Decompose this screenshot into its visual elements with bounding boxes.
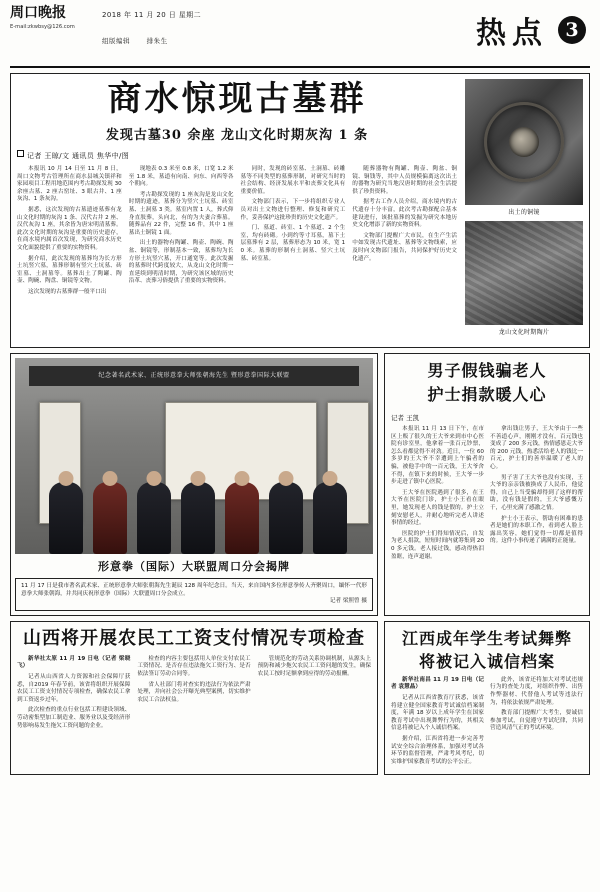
person-figure (313, 482, 347, 554)
paragraph: 据介绍，此次发现的墓葬均为长方形土坑竖穴墓，墓葬形制有竖穴土坑墓、砖室墓、土洞墓等。墓葬出土了陶罐、陶壶、陶碗、陶盘、铜镜等文物。 (17, 255, 122, 285)
paragraph: 本报讯 10 月 14 日至 11 月 8 日，周口文物考古管理所在商水县城关镇祥和家园项目工程用地范围内考古勘探发现 30 余座古墓、2 座古窑址、3 眼古井、1 座灰沟、1 条灰沟。 (17, 166, 122, 203)
lead-headline: 商水惊现古墓群 (107, 79, 367, 119)
lead-subhead: 发现古墓30 余座 龙山文化时期灰沟 1 条 (105, 128, 369, 143)
paragraph: 据悉，这次发现的古墓遗迹墓葬有龙山文化时期的灰沟 1 条、汉代古井 2 座、汉代灰沟 1 座，其余皆为唐宋明清墓葬。此次文化时期的灰沟是重要的历史遗存，在商水境内属首次发现，为研究商水历史文化面貌提供了重要的实物资料。 (17, 206, 122, 251)
paragraph: 拿出钱让男子，王大爷由于一些不善道心声，刚刚才没有，百元钱也变成了 200 多元钱，热情感恩走大爷的 200 元钱，热悉活给老人的钱比一百元，护士们的善举温暖了老人的心。 (490, 426, 583, 470)
lead-column-3 (241, 166, 346, 300)
paragraph: 王大爷在医院遇到了很多，在王大爷在医院门诊，护士小王看在眼里，她发现老人的钱是假的。护士立刻安慰老人，并耐心地听完老人讲述事情的经过。 (391, 489, 484, 527)
paragraph: 管规范化的劳动关系协调机制，从源头上预防和减少拖欠农民工工资问题的发生，确保农民工按时足额拿到应得的劳动报酬。 (257, 655, 371, 677)
lead-column-1 (17, 166, 122, 300)
event-banner: 纪念著名武术家、正统形意拳大师张朝海先生 暨形意拳国际大联盟 (29, 366, 359, 386)
masthead-right (406, 6, 590, 52)
people-row (15, 478, 373, 554)
issue-date: 2018 年 11 月 20 日 星期二 (102, 11, 201, 19)
group-photo-note (15, 578, 373, 611)
paragraph: 此次检查的重点行业包括工程建设领域、劳动密集型加工制造业、服务业以及受经济形势影响易发生拖欠工资问题的企业。 (17, 707, 131, 729)
lead-byline-text: 记者 王晾/文 通讯员 焦华中/图 (27, 152, 130, 160)
staff-credits (102, 36, 406, 45)
group-photo-caption: 形意拳（国际）大联盟周口分会揭牌 (98, 560, 290, 573)
exam-integrity-article (384, 621, 590, 776)
paragraph: 随葬器物有陶罐、陶壶、陶盆、铜镜、铜钱等，其中人员规模偏离这次出土的器物为研究当地汉唐时期的社会生活提供了珍贵资料。 (352, 166, 457, 195)
paragraph: 护士小王表示，帮助有困难的患者是她们的本职工作，看到老人脸上露出笑容，她们觉得一切都是值得的。这件小事传递了满满的正能量。 (490, 515, 583, 545)
bronze-mirror-icon (484, 102, 564, 182)
lead-columns (17, 166, 457, 300)
fake-money-headline-1: 男子假钱骗老人 (427, 361, 547, 380)
paragraph: 出土的器物有陶罐、陶壶、陶碗、陶盆、铜镜等，形制基本一致，墓葬均为长方形土坑竖穴墓，开口通宽等。此次发掘的墓葬时代跨度较大，从龙山文化时期一直延续到明清时期，为研究该区域的历史沿革、丧葬习俗提供了重要的实物资料。 (128, 240, 234, 285)
group-photo (15, 358, 373, 554)
wages-column-2 (137, 656, 250, 733)
newspaper-email: E-mail:zkwbsy@126.com (10, 24, 75, 30)
newspaper-title: 周口晚报 (10, 5, 66, 21)
paragraph: 门、墓道、砖室、1 个墓道、2 个生室，均有砖砌。小到约等寸耳墓，墓下土层墓葬有 2 层，墓葬形态为 10 米，宽 10 米。墓葬的形制有土洞墓、竖穴土坑墓、砖室墓。 (240, 225, 346, 262)
byline-marker-icon (17, 150, 24, 157)
wages-columns (17, 656, 371, 733)
paragraph: 记者从江西省教育厅获悉，该省将建立健全国家教育考试诚信档案制度，年满 18 岁以上成年学生在国家教育考试中出现舞弊行为的，其相关信息将被记入个人诚信档案。 (391, 694, 484, 732)
fake-money-headline-2: 护士捐款暖人心 (427, 385, 547, 404)
person-figure (137, 482, 171, 554)
wages-column-3 (258, 656, 371, 733)
fake-money-column-2 (490, 426, 583, 564)
paragraph: 现地表 0.3 米至 0.8 米，口宽 1.2 米至 1.8 米，墓道有向南、向东、向西等各个朝向。 (128, 166, 234, 188)
paragraph (391, 677, 484, 692)
paragraph: 这次发现的古墓葬群一般平口出 (28, 288, 107, 295)
staff-editor: 组版编辑 (102, 37, 130, 45)
paragraph: 男子害了王大爷也没有实现，王大爷的亲亲钱被换成了人民币，他觉得，自己上当受骗却得到了这样的帮助，没有钱是假的，王大爷感慨万千，心里充满了感激之情。 (490, 474, 583, 511)
paragraph: 医院的护士们得知情况后，自发为老人捐款，短短时间内就筹集到 200 多元钱。老人接过钱，感动得热泪盈眶，连声道谢。 (391, 530, 484, 560)
paragraph: 考古勘探发现的 1 座灰沟是龙山文化时期的遗迹。墓葬分为竖穴土坑墓、砖室墓、土洞墓 3 类。墓室内置 1 人，葬式仰身直肢葬，头向北，有的为夫妻合葬墓。随葬品有 22 件，完整 16 件，其中 1 座墓出土铜镜 1 面。 (128, 191, 234, 236)
paragraph: 记者从山西省人力资源和社会保障厅获悉，自2019 年春节前，该省将组织开展保障农民工工资支付情况专项检查，确保农民工拿到工资返乡过年。 (17, 673, 131, 703)
person-figure (93, 482, 127, 554)
masthead (10, 6, 590, 68)
lead-byline (17, 150, 457, 161)
fake-money-byline (391, 413, 583, 422)
middle-section (10, 353, 590, 616)
lead-article (10, 73, 590, 348)
wages-article (10, 621, 378, 776)
paragraph: 据考古工作人员介绍，商水境内的古代遗存十分丰富，此次考古勘探配合基本建设进行，该批墓葬的发掘为研究本地历史文化增添了新的实物资料。 (352, 199, 457, 229)
paragraph: 文物部门提醒广大市民，在生产生活中如发现古代遗址、墓葬等文物线索，应及时向文物部门报告，共同保护好历史文化遗产。 (352, 232, 457, 262)
exam-headline-1: 江西成年学生考试舞弊 (401, 628, 572, 648)
photo-caption-1: 出土的铜镜 (508, 209, 540, 216)
note-credit: 记者 梁照曾 摄 (329, 598, 367, 605)
paragraph: 检查的内容主要包括用人单位支付农民工工资情况、是否存在违法拖欠工资行为、是否依法签订劳动合同等。 (137, 655, 251, 677)
dateline: 新华社南昌 11 月 19 日电（记者 袁慧晶） (391, 676, 484, 691)
masthead-middle (88, 6, 406, 45)
page-number-badge: 3 (558, 16, 586, 44)
lead-column-2 (129, 166, 234, 300)
fake-money-column-1 (391, 426, 484, 564)
section-title: 热点 (476, 16, 548, 51)
person-figure (49, 482, 83, 554)
staff-layout: 排朱生 (146, 37, 168, 45)
newspaper-logo (10, 6, 88, 31)
paragraph (17, 656, 130, 671)
exam-column-1 (391, 677, 484, 770)
photo-caption-2: 龙山文化时期陶片 (498, 329, 550, 336)
person-figure (225, 482, 259, 554)
paragraph: 本报讯 11 月 13 日下午，在市区上贩了很久的王大爷来到市中心医院有诊室里，他拿着一张百元钞票，怎么看都觉得不对劲。近日，一位 60 多岁的王大爷不幸遭到上午骗者的骗，被他手中的一百元钱，王大爷舍不得，在镇下来的时候，王大爷一步步走进了镇中心医院。 (391, 426, 484, 486)
exam-headline-2: 将被记入诚信档案 (418, 651, 555, 671)
bronze-mirror-photo (465, 79, 583, 205)
wages-column-1 (17, 656, 130, 733)
exam-columns (391, 677, 583, 770)
exam-column-2 (490, 677, 583, 770)
paragraph: 此外，该省还将加大对考试违规行为的查处力度，对组织作弊、出售作弊器材、代替他人考试等违法行为，将依法依规严肃处理。 (490, 676, 583, 706)
person-figure (269, 482, 303, 554)
pottery-texture-icon (465, 221, 583, 325)
paragraph: 同时，发现的砖室墓、土洞墓、砖雕墓等不同类型的墓葬形制，对研究当时的社会结构、经济发展水平和丧葬文化具有重要价值。 (240, 166, 346, 195)
dateline: 新华社太原 11 月 19 日电（记者 梁晓飞） (17, 655, 131, 670)
wages-headline: 山西将开展农民工工资支付情况专项检查 (23, 627, 365, 649)
paragraph: 文物部门表示，下一步将组织专业人员对出土文物进行整理、修复和研究工作，妥善保护这批珍贵的历史文化遗产。 (240, 199, 346, 221)
lead-photo-column (465, 79, 583, 341)
fake-money-columns (391, 426, 583, 564)
note-text: 11 月 17 日是我市著名武术家、正统形意拳大师张朝海先生诞辰 128 周年纪念日。当天，来自国内多位形意拳传人齐聚周口，缅怀一代形意拳大师张朝海，并共同庆祝形意拳（国际）大联盟周口分会成立。 (21, 583, 367, 597)
bottom-section (10, 621, 590, 776)
paragraph: 教育部门提醒广大考生，要诚信参加考试，自觉遵守考试纪律，共同营造风清气正的考试环境。 (490, 710, 583, 732)
paragraph: 省人社部门将对查实的违法行为依法严肃处理，并向社会公开曝光典型案例，切实维护农民工合法权益。 (137, 681, 251, 703)
pottery-shard-photo (465, 221, 583, 325)
paragraph: 据介绍，江西省将进一步完善考试安全综合治理体系，加强对考试各环节的监督管理，严肃考风考纪，切实维护国家教育考试的公平公正。 (391, 735, 484, 765)
lead-column-4 (352, 166, 457, 300)
byline-text: 记者 王凯 (391, 414, 420, 422)
fake-money-article (384, 353, 590, 616)
person-figure (181, 482, 215, 554)
formiquan-article (10, 353, 378, 616)
